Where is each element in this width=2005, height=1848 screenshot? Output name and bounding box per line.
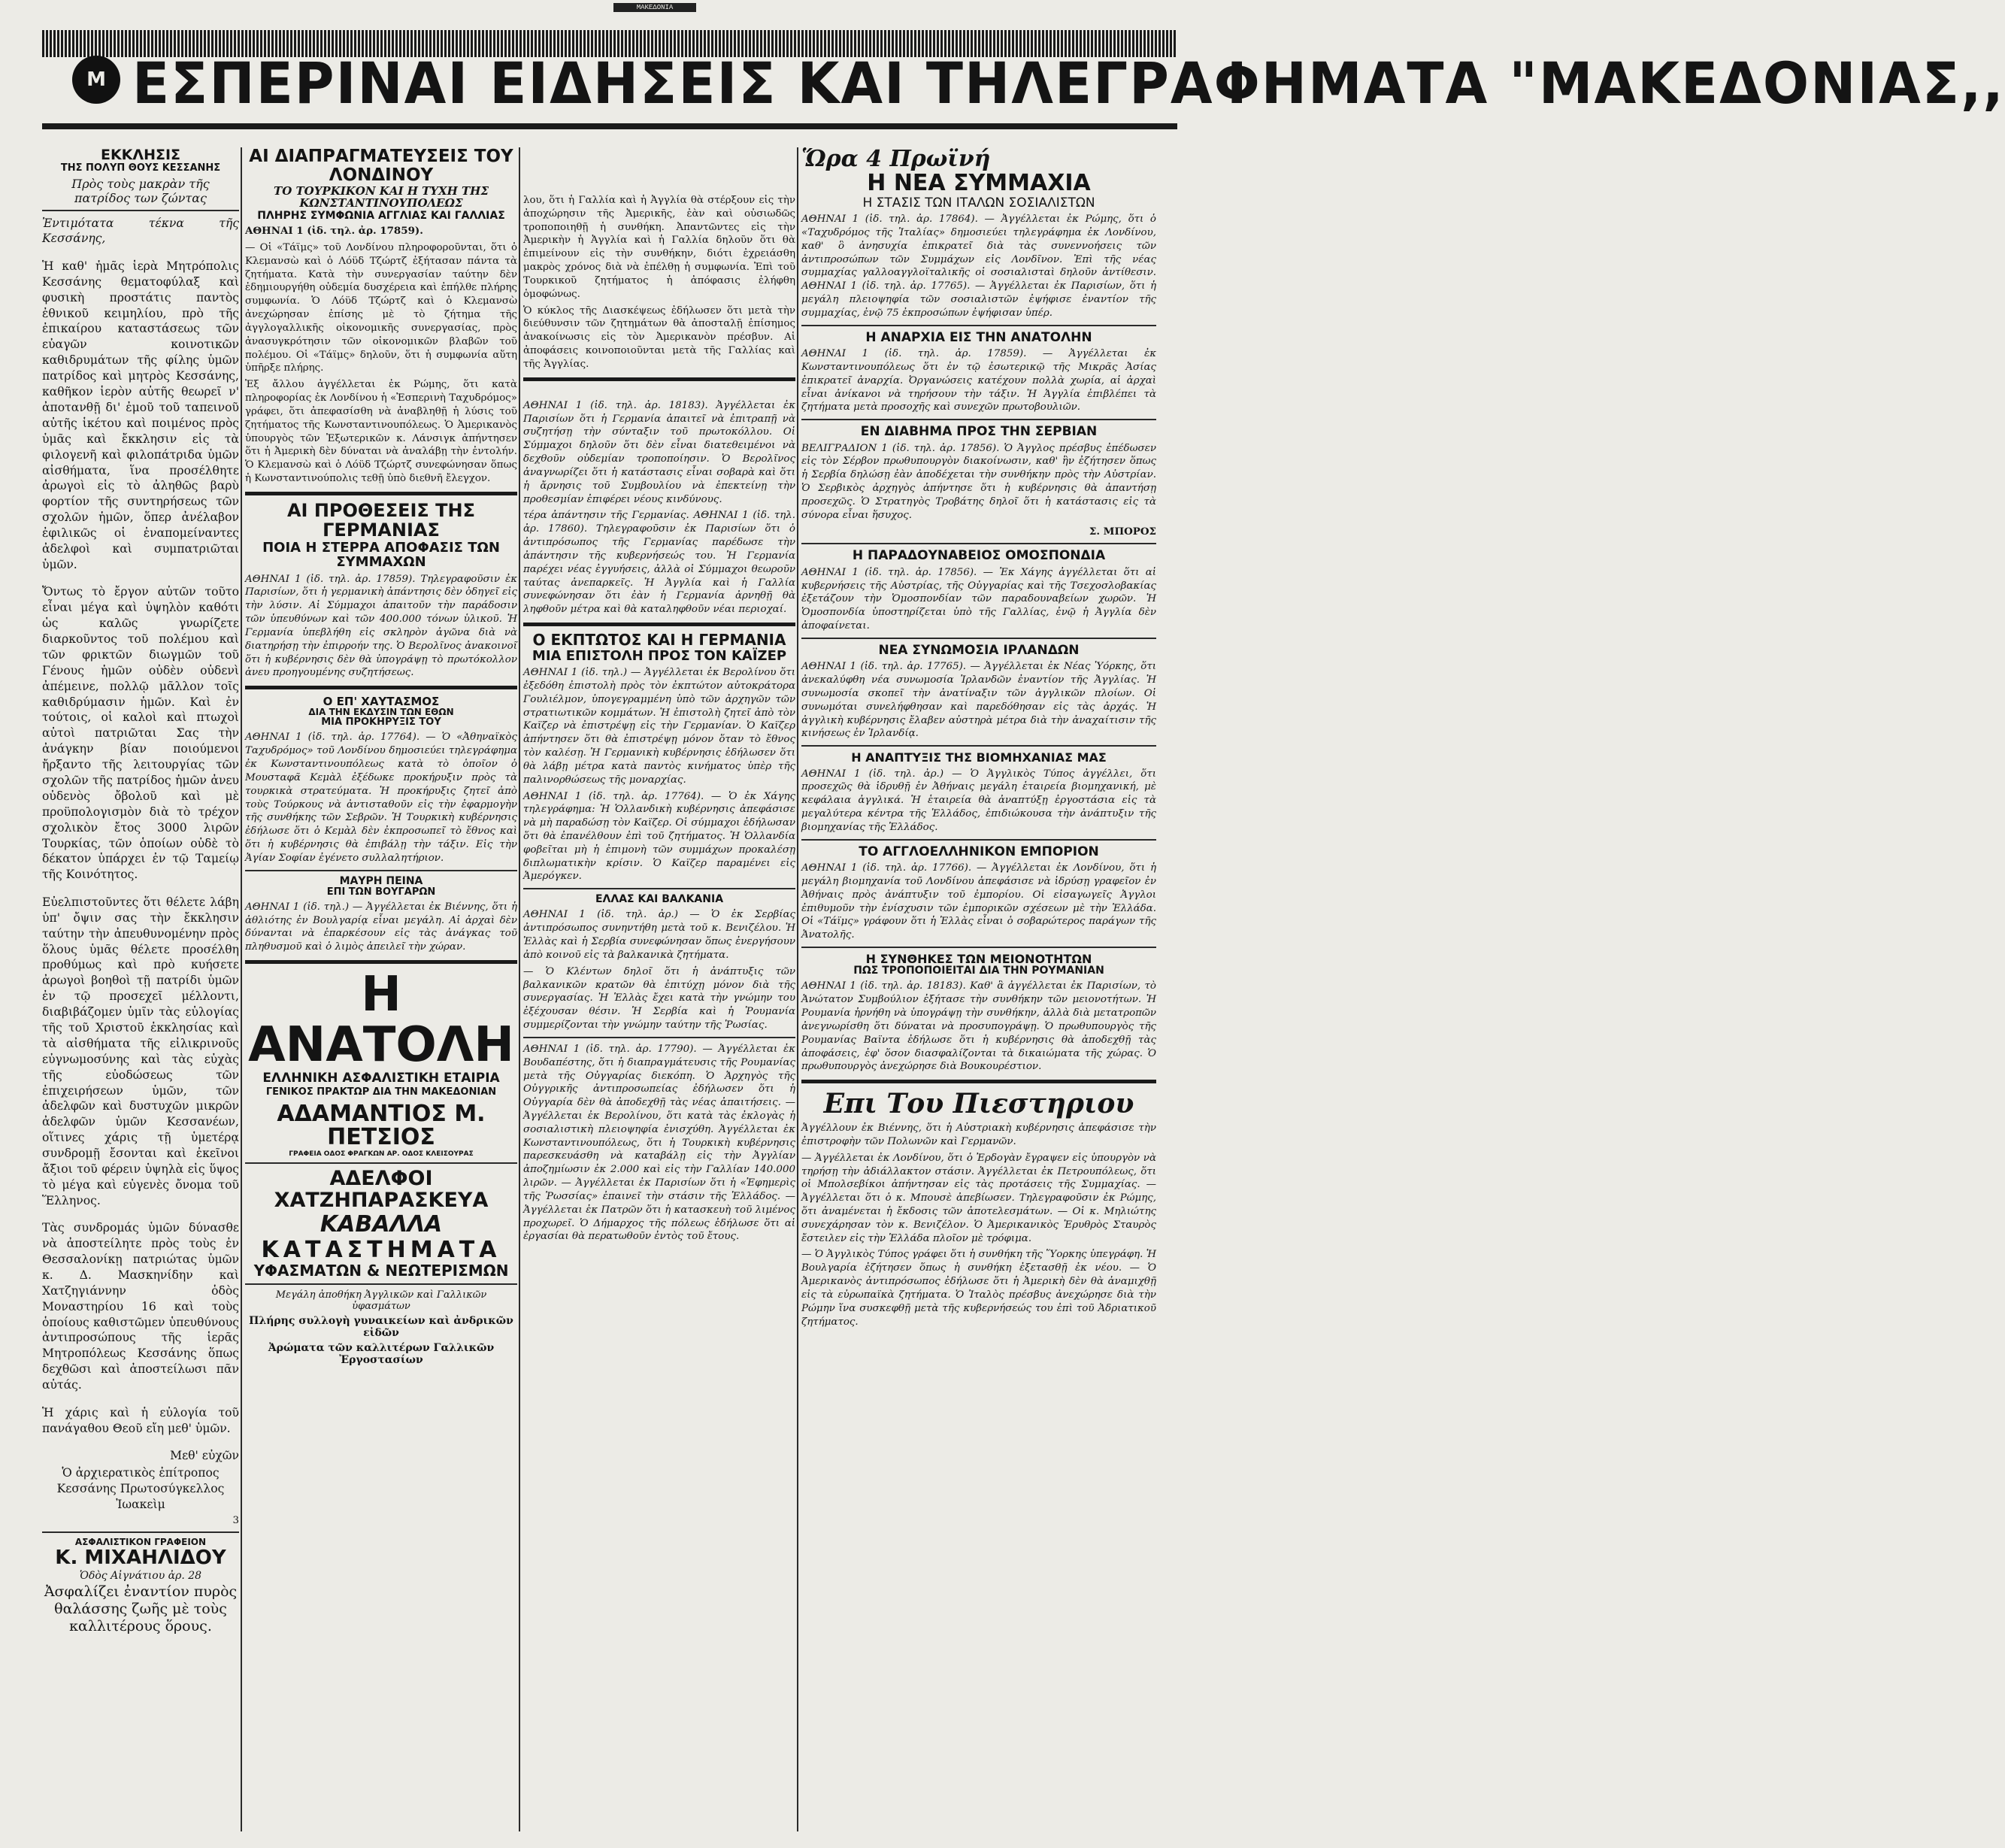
divider [523, 623, 795, 626]
london-paragraph: Ἐξ ἄλλου ἀγγέλλεται ἐκ Ρώμης, ὅτι κατὰ πληροφορίας ἐκ Λονδίνου ἡ «Ἐσπερινὴ Ταχυδρόμος» γράφει, ὅτι ἀπεφασίσθη νὰ ἀναβληθῇ ἡ λύσις τοῦ ζητήματος τῆς Κωνσταντινουπόλεως. Ὁ Ἀμερικανὸς ὑπουργὸς τῶν Ἐξωτερικῶν κ. Λάνσιγκ ἀπήντησεν ὅτι ἡ Ἀμερικὴ δὲν δύναται νὰ ἀναλάβῃ τὴν ἐντολήν. Ὁ Κλεμανσὼ καὶ ὁ Λόϋδ Τζώρτζ συνεφώνησαν ὅπως ἡ Κωνσταντινούπολις τεθῇ ὑπὸ διεθνῆ ἔλεγχον. [245, 379, 517, 485]
germany-title: ΑΙ ΠΡΟΘΕΣΕΙΣ ΤΗΣ ΓΕΡΜΑΝΙΑΣ [286, 499, 476, 541]
divider [523, 377, 795, 381]
federation-paragraph: ΑΘΗΝΑΙ 1 (ἰδ. τηλ. ἀρ. 17856). — Ἐκ Χάγης ἀγγέλλεται ὅτι αἱ κυβερνήσεις τῆς Αὐστρίας, τῆς Οὐγγαρίας καὶ τῆς Τσεχοσλοβακίας ἐξετάζουν τὴν Ὁμοσπονδίαν τῶν παραδουναβείων χωρῶν. Ἡ Ὁμοσπονδία ὑποστηρίζεται ὑπὸ τῆς Γαλλίας, ἐνῷ ἡ Ἀγγλία δὲν ἀποφαίνεται. [801, 566, 1156, 632]
customs-subtitle: ΔΙΑ ΤΗΝ ΕΚΔΥΣΙΝ ΤΩΝ ΕΘΩΝ [308, 707, 454, 718]
column-3 [523, 147, 795, 1831]
industry-title: Η ΑΝΑΠΤΥΞΙΣ ΤΗΣ ΒΙΟΜΗΧΑΝΙΑΣ ΜΑΣ [851, 750, 1107, 765]
london-paragraph: Ὁ κύκλος τῆς Διασκέψεως ἐδήλωσεν ὅτι μετὰ τὴν διεύθυνσιν τῶν ζητημάτων θὰ ἀποσταλῇ ἐπίσημος ἀνακοίνωσις εἰς τὸν Ἀμερικανὸν πρέσβυν. Αἱ ἀποφάσεις κοινοποιοῦνται μετὰ τῆς Γαλλίας καὶ τῆς Ἀγγλίας. [523, 304, 795, 370]
divider [801, 839, 1156, 841]
press-paragraph: — Ἀγγέλλεται ἐκ Λονδίνου, ὅτι ὁ Ἐρδογὰν ἔγραψεν εἰς ὑπουργὸν νὰ τηρήσῃ τὴν ἀδιάλλακτον στάσιν. Ἀγγέλλεται ἐκ Πετρουπόλεως, ὅτι οἱ Μπολσεβίκοι ἀπήντησαν εἰς τὰς προτάσεις τῆς Συμμαχίας. — Ἀγγέλλεται ὅτι ὁ κ. Μπουσὲ ἀπεβίωσεν. Τηλεγραφοῦσιν ἐκ Ρώμης, ὅτι ἀναμένεται ἡ ἔκδοσις τῶν ἀποτελεσμάτων. — Οἱ κ. Μηλιώτης συνεχάρησαν τὸν κ. Βενιζέλον. Ὁ Ἀμερικανικὸς Ἐρυθρὸς Σταυρὸς ἔστειλεν εἰς τὴν Ἑλλάδα πλοῖον μὲ τρόφιμα. [801, 1152, 1156, 1244]
ad-line: Πλήρης συλλογὴ γυναικείων καὶ ἀνδρικῶν εἰδῶν [249, 1315, 513, 1340]
germany-paragraph: τέρα ἀπάντησιν τῆς Γερμανίας. ΑΘΗΝΑΙ 1 (ἰδ. τηλ. ἀρ. 17860). Τηλεγραφοῦσιν ἐκ Παρισίων ὅτι ὁ ἀντιπρόσωπος τῆς Γερμανίας παρέδωσε τὴν ἀπάντησιν τῆς κυβερνήσεώς του. Ἡ Γερμανία παρέχει νέας ἐγγυήσεις, ἀλλὰ οἱ Σύμμαχοι θεωροῦν ταύτας ἀνεπαρκεῖς. Ἡ Ἀγγλία καὶ ἡ Γαλλία συνεφώνησαν ὅτι ἐὰν ἡ Γερμανία ἀρνηθῇ θὰ ληφθοῦν μέτρα καὶ θὰ καταληφθοῦν νέαι περιοχαί. [523, 510, 795, 616]
minorities-title: Η ΣΥΝΘΗΚΕΣ ΤΩΝ ΜΕΙΟΝΟΤΗΤΩΝ [865, 951, 1092, 966]
ad-brothers: ΑΔΕΛΦΟΙ ΧΑΤΖΗΠΑΡΑΣΚΕΥΑ [274, 1167, 489, 1212]
column-appeal [42, 147, 239, 1831]
ad-kavala: ΚΑΒΑΛΛΑ [320, 1211, 443, 1238]
minorities-subtitle: ΠΩΣ ΤΡΟΠΟΠΟΙΕΙΤΑΙ ΔΙΑ ΤΗΝ ΡΟΥΜΑΝΙΑΝ [853, 965, 1104, 977]
divider [42, 210, 239, 211]
press-paragraph: — Ὁ Ἀγγλικὸς Τύπος γράφει ὅτι ἡ συνθήκη τῆς Ὕορκης ὑπεγράφη. Ἡ Βουλγαρία ἐζήτησεν ὅπως ἡ συνθήκη ἐξετασθῇ ἐκ νέου. — Ὁ Ἀμερικανὸς ἀντιπρόσωπος ἐδήλωσε ὅτι ἡ Ἀμερικὴ δὲν θὰ ἀναμιχθῇ εἰς τὰ εὐρωπαϊκὰ ζητήματα. Ὁ Ἰταλὸς πρέσβυς ἀνεχώρησε διὰ τὴν Ρώμην ἵνα συσκεφθῇ μετὰ τῆς κυβερνήσεώς του ἐπὶ τοῦ Ἀδριατικοῦ ζητήματος. [801, 1249, 1156, 1328]
appeal-subtitle: Πρὸς τοὺς μακρὰν τῆς πατρίδος των ζώντας [71, 176, 210, 205]
divider [801, 745, 1156, 747]
masthead-rule [42, 123, 1177, 129]
london-dateline: ΑΘΗΝΑΙ 1 (ἰδ. τηλ. ἀρ. 17859). [245, 225, 423, 238]
press-paragraph: Ἀγγέλλουν ἐκ Βιέννης, ὅτι ἡ Αὐστριακὴ κυβέρνησις ἀπεφάσισε τὴν ἐπιστροφὴν τῶν Πολωνῶν καὶ Γερμανῶν. [801, 1122, 1156, 1147]
customs-paragraph: ΑΘΗΝΑΙ 1 (ἰδ. τηλ. ἀρ. 17764). — Ὁ «Ἀθηναϊκὸς Ταχυδρόμος» τοῦ Λονδίνου δημοσιεύει τηλεγράφημα ἐκ Κωνσταντινουπόλεως κατὰ τὸ ὁποῖον ὁ Μουσταφᾶ Κεμὰλ ἐξέδωκε προκήρυξιν πρὸς τὰ τουρκικὰ στρατεύματα. Ἡ προκήρυξις ζητεῖ ἀπὸ τοὺς Τούρκους νὰ ἀντισταθοῦν εἰς τὴν ἐφαρμογὴν τῆς συνθήκης τῶν Σεβρῶν. Ἡ Τουρκικὴ κυβέρνησις ἐδήλωσε ὅτι ὁ Κεμὰλ δὲν ἐκπροσωπεῖ τὸ ἔθνος καὶ ὅτι ἡ κυβέρνησις θὰ ἐπιβάλῃ τὴν τάξιν. Εἰς τὴν Ἀγίαν Σοφίαν ἐγένετο συλλαλητήριον. [245, 732, 517, 864]
anarchy-paragraph: ΑΘΗΝΑΙ 1 (ἰδ. τηλ. ἀρ. 17859). — Ἀγγέλλεται ἐκ Κωνσταντινουπόλεως ὅτι ἐν τῷ ἐσωτερικῷ τῆς Μικρᾶς Ἀσίας ἐπικρατεῖ ἀναρχία. Ὀργανώσεις κατέχουν πολλὰ χωρία, αἱ ἀρχαὶ εἶναι ἀνίκανοι νὰ τηρήσουν τὴν τάξιν. Ἡ Ἀγγλία ἐπιβλέπει τὰ ζητήματα μετὰ προσοχῆς καὶ συνεχῶν πρωτοβουλιῶν. [801, 348, 1156, 414]
divider [801, 638, 1156, 639]
column-4 [801, 147, 1156, 1831]
kaiser-title: Ο ΕΚΠΤΩΤΟΣ ΚΑΙ Η ΓΕΡΜΑΝΙΑ [532, 631, 786, 650]
divider [245, 1162, 517, 1164]
london-paragraph: λου, ὅτι ἡ Γαλλία καὶ ἡ Ἀγγλία θὰ στέρξουν εἰς τὴν ἀποχώρησιν τῆς Ἀμερικῆς, ἐὰν καὶ οὐσιωδῶς τροποποιηθῇ ἡ συνθήκη. Ἀπαντῶντες εἰς τὴν Ἀμερικὴν ἡ Ἀγγλία καὶ ἡ Γαλλία δηλοῦν ὅτι θὰ ἐπιμείνουν εἰς τὴν συνθήκην, διότι ἐχρειάσθη μακρὸς χρόνος διὰ νὰ ἐπέλθῃ ἡ συμφωνία. Ἐπὶ τοῦ Τουρκικοῦ ζητήματος ἡ ἀπόφασις ἐλήφθη ὁμοφώνως. [523, 195, 795, 300]
appeal-paragraph: Ἡ χάρις καὶ ἡ εὐλογία τοῦ πανάγαθου Θεοῦ εἴη μεθ' ὑμῶν. [42, 1405, 239, 1435]
divider [523, 888, 795, 889]
appeal-closing: Μεθ' εὐχῶν [170, 1449, 239, 1463]
anarchy-title: Η ΑΝΑΡΧΙΑ ΕΙΣ ΤΗΝ ΑΝΑΤΟΛΗΝ [865, 329, 1092, 345]
famine-subtitle: ΕΠΙ ΤΩΝ ΒΟΥΓΑΡΩΝ [326, 886, 436, 898]
famine-paragraph: ΑΘΗΝΑΙ 1 (ἰδ. τηλ.) — Ἀγγέλλεται ἐκ Βιέννης, ὅτι ἡ ἀθλιότης ἐν Βουλγαρίᾳ εἶναι μεγάλη. Αἱ ἀρχαὶ δὲν δύνανται νὰ ἐπαρκέσουν εἰς τὰς ἀνάγκας τοῦ πληθυσμοῦ καὶ ὁ λιμὸς ἀπειλεῖ τὴν χώραν. [245, 901, 517, 953]
column-2 [245, 147, 517, 1831]
column-divider [241, 147, 242, 1831]
insurance-office-name: Κ. ΜΙΧΑΗΛΙΔΟΥ [55, 1547, 226, 1570]
divider [801, 419, 1156, 420]
late-edition-kicker: Ὥρα 4 Πρωϊνή [801, 146, 991, 172]
alliance-title: Η ΝΕΑ ΣΥΜΜΑΧΙΑ [867, 170, 1091, 197]
column-divider [519, 147, 520, 1831]
balkans-title: ΕΛΛΑΣ ΚΑΙ ΒΑΛΚΑΝΙΑ [595, 893, 724, 906]
kaiser-paragraph: ΑΘΗΝΑΙ 1 (ἰδ. τηλ.) — Ἀγγέλλεται ἐκ Βερολίνου ὅτι ἐξεδόθη ἐπιστολὴ πρὸς τὸν ἐκπτώτον αὐτοκράτορα Γουλιέλμον, ὑπογεγραμμένη ὑπὸ τῶν ἀρχηγῶν τῶν στρατιωτικῶν κομμάτων. Ἡ ἐπιστολὴ ζητεῖ ἀπὸ τὸν Καϊζερ νὰ ἐπιστρέψῃ εἰς τὴν Γερμανίαν. Ὁ Καϊζερ ἀπήντησεν ὅτι θὰ ἐπιστρέψῃ μόνον ὅταν τὸ ἔθνος τὸν καλέσῃ. Ἡ Γερμανικὴ κυβέρνησις ἐδήλωσεν ὅτι θὰ λάβῃ μέτρα κατὰ παντὸς κινήματος ὑπὲρ τῆς παλινορθώσεως τῆς μοναρχίας. [523, 667, 795, 786]
divider [801, 543, 1156, 544]
appeal-paragraph: Εὐελπιστοῦντες ὅτι θέλετε λάβη ὑπ' ὄψιν σας τὴν ἔκκλησιν ταύτην τὴν ἀπευθυνομένην πρὸς ὅλους ὑμᾶς θέλετε προσέλθη προθύμως καὶ πρὸ κυήσετε ἀρωγοὶ βοηθοὶ τῇ πατρίδι ὑμῶν ἐν τῷ προσεχεῖ μέλλοντι, διαβιβάζομεν ὑμῖν τὰς εὐλογίας τῆς τοῦ Χριστοῦ ἐκκλησίας καὶ τὰ αἰσθήματα τῆς εἰλικρινοῦς εὐγνωμοσύνης καὶ τὰς εὐχὰς τῆς εὐοδώσεως τῶν ἐπιχειρήσεων ὑμῶν, τῶν ἀδελφῶν καὶ δυστυχῶν μικρῶν ἀδελφῶν ὑμῶν Κεσσανέων, οἵτινες χάρις τῇ ὑμετέρᾳ συνδρομῇ ἔσονται καὶ ἐκεῖνοι ἄξιοι τοῦ φέρειν ὑψηλὰ εἰς ὕψος τὸ μέγα καὶ εὐγενὲς ὄνομα τοῦ Ἕλληνος. [42, 895, 239, 1207]
appeal-mark: 3 [232, 1514, 239, 1526]
serbia-title: ΕΝ ΔΙΑΒΗΜΑ ΠΡΟΣ ΤΗΝ ΣΕΡΒΙΑΝ [860, 424, 1098, 440]
appeal-paragraph: Ὄντως τὸ ἔργον αὐτῶν τοῦτο εἶναι μέγα καὶ ὑψηλὸν καθότι ὡς καλῶς γνωρίζετε διαρκοῦντος τοῦ πολέμου καὶ τῶν φρικτῶν διωγμῶν τοῦ Γένους ἡμῶν οὐδὲν οὐδενὶ ἀπέμεινε, πολλῷ μᾶλλον τοῖς καθιδρύμασιν ἡμῶν. Καὶ ἐν τούτοις, οἱ καλοὶ καὶ πτωχοὶ αὐτοὶ πατριῶται Σας τὴν ἀνάγκην βίαν ποιούμενοι ἤρξαντο τῆς λειτουργίας τῶν σχολῶν τῆς πατρίδος ἡμῶν ἀνευ οὐδενὸς ὄβολοῦ καὶ μὲ προϋπολογισμὸν διὰ τὸ τρέχον σχολικὸν ἔτος 3000 λιρῶν Τουρκίας, τῶν ὁποίων οὐδὲ τὸ δέκατον ὑπάρχει ἐν τῷ Ταμείῳ τῆς Κοινότητος. [42, 585, 239, 882]
divider [245, 1283, 517, 1285]
ad-anatoli-subtitle: ΕΛΛΗΝΙΚΗ ΑΣΦΑΛΙΣΤΙΚΗ ΕΤΑΙΡΙΑ [262, 1071, 500, 1086]
appeal-title-2: ΤΗΣ ΠΟΛΥΠ ΘΟΥΣ ΚΕΣΣΑΝΗΣ [60, 162, 221, 174]
germany-paragraph: ΑΘΗΝΑΙ 1 (ἰδ. τηλ. ἀρ. 18183). Ἀγγέλλεται ἐκ Παρισίων ὅτι ἡ Γερμανία ἀπαιτεῖ νὰ ἐπιτραπῇ νὰ συζητήσῃ τὴν σύνταξιν τοῦ πρωτοκόλλου. Οἱ Σύμμαχοι δηλοῦν ὅτι δὲν εἶναι διατεθειμένοι νὰ δεχθοῦν οὐδεμίαν τροποποίησιν. Ὁ Βερολῖνος ἀναγνωρίζει ὅτι ἡ κατάστασις εἶναι σοβαρὰ καὶ ὅτι ἡ ἄρνησις τοῦ Συμβουλίου νὰ ἐπεκτείνῃ τὴν προθεσμίαν ἐπιφέρει νέους κινδύνους. [523, 399, 795, 505]
divider [523, 1037, 795, 1038]
germany-subtitle: ΠΟΙΑ Η ΣΤΕΡΡΑ ΑΠΟΦΑΣΙΣ ΤΩΝ ΣΥΜΜΑΧΩΝ [262, 539, 500, 571]
ad-shops: ΚΑΤΑΣΤΗΜΑΤΑ [261, 1236, 501, 1263]
minorities-paragraph: ΑΘΗΝΑΙ 1 (ἰδ. τηλ. ἀρ. 18183). Καθ' ἃ ἀγγέλλεται ἐκ Παρισίων, τὸ Ἀνώτατον Συμβούλιον ἐξήτασε τὴν συνθήκην τῶν μειονοτήτων. Ἡ Ρουμανία ἠρνήθη νὰ ὑπογράψῃ τὴν συνθήκην, ἀλλὰ διὰ μετατροπῶν ἀνεγνωρίσθη ὅτι δύναται νὰ προσυπογράψῃ. Ὁ πρωθυπουργὸς τῆς Ρουμανίας Βαϊντα ἐδήλωσε ὅτι ἡ κυβέρνησις θὰ ἀποδεχθῇ τὰς ἀποφάσεις, ἐφ' ὅσον διασφαλίζονται τὰ δικαιώματα τῆς χώρας. Ὁ πρωθυπουργὸς ἀνεχώρησε διὰ Βουκουρέστιον. [801, 980, 1156, 1073]
ad-agent-address: ΓΡΑΦΕΙΑ ΟΔΟΣ ΦΡΑΓΚΩΝ ΑΡ. ΟΔΟΣ ΚΛΕΙΣΟΥΡΑΣ [289, 1150, 474, 1158]
customs-subtitle-2: ΜΙΑ ΠΡΟΚΗΡΥΞΙΣ ΤΟΥ [321, 716, 441, 729]
divider [245, 686, 517, 689]
insurance-office-text: Ἀσφαλίζει ἐναντίον πυρὸς θαλάσσης ζωῆς μὲ τοὺς καλλιτέρους ὅρους. [44, 1583, 238, 1635]
ireland-paragraph: ΑΘΗΝΑΙ 1 (ἰδ. τηλ. ἀρ. 17765). — Ἀγγέλλεται ἐκ Νέας Ὑόρκης, ὅτι ἀνεκαλύφθη νέα συνωμοσία Ἰρλανδῶν ἐναντίον τῆς Ἀγγλίας. Ἡ συνωμοσία σκοπεῖ τὴν ἀνατίναξιν τῶν ἀγγλικῶν πλοίων. Οἱ συνωμόται συνελήφθησαν καὶ παρεδόθησαν εἰς τὰς ἀρχάς. Ἡ ἀγγλικὴ κυβέρνησις ἔλαβεν αὐστηρὰ μέτρα διὰ τὴν ἀναχαίτισιν τῆς κινήσεως ἐν Ἰρλανδίᾳ. [801, 661, 1156, 740]
customs-title: Ο ΕΠ' ΧΑΥΤΑΣΜΟΣ [323, 695, 440, 709]
insurance-office-address: Ὁδὸς Αἰγνάτιου ἀρ. 28 [79, 1570, 202, 1583]
germany-paragraph: ΑΘΗΝΑΙ 1 (ἰδ. τηλ. ἀρ. 17859). Τηλεγραφοῦσιν ἐκ Παρισίων, ὅτι ἡ γερμανικὴ ἀπάντησις δὲν ὁδηγεῖ εἰς τὴν λύσιν. Αἱ Σύμμαχοι ἀπαιτοῦν τὴν παράδοσιν τῶν ὑπευθύνων καὶ τῶν 400.000 τόνων ὑλικοῦ. Ἡ Γερμανία ὑπεβλήθη εἰς σκληρὸν ἀγῶνα διὰ νὰ διατηρήσῃ τὴν ἐπιρροήν της. Ὁ Βερολῖνος ἀνακοινοῖ ὅτι ἡ κυβέρνησις δὲν θὰ ὑπογράψῃ τὸ πρωτόκολλον ἀνευ προηγουμένης συζητήσεως. [245, 573, 517, 679]
appeal-salutation: Ἐντιμότατα τέκνα τῆς Κεσσάνης, [42, 216, 239, 246]
ad-anatoli-subtitle-2: ΓΕΝΙΚΟΣ ΠΡΑΚΤΩΡ ΔΙΑ ΤΗΝ ΜΑΚΕΔΟΝΙΑΝ [265, 1086, 497, 1098]
ad-agent: ΑΔΑΜΑΝΤΙΟΣ Μ. ΠΕΤΣΙΟΣ [277, 1100, 486, 1151]
divider [801, 1080, 1156, 1083]
masthead-title: ΕΣΠΕΡΙΝΑΙ ΕΙΔΗΣΕΙΣ ΚΑΙ ΤΗΛΕΓΡΑΦΗΜΑΤΑ "ΜΑΚΕΔΟΝΙΑΣ,, [132, 50, 2005, 117]
london-title: ΑΙ ΔΙΑΠΡΑΓΜΑΤΕΥΣΕΙΣ ΤΟΥ ΛΟΝΔΙΝΟΥ [249, 147, 513, 185]
athens-paragraph: ΑΘΗΝΑΙ 1 (ἰδ. τηλ. ἀρ. 17790). — Ἀγγέλλεται ἐκ Βουδαπέστης, ὅτι ἡ διαπραγμάτευσις τῆς Ρουμανίας μετὰ τῆς Οὐγγαρίας διεκόπη. Ὁ Ἀρχηγὸς τῆς Οὐγγρικῆς ἀντιπροσωπείας ἐδήλωσεν ὅτι ἡ Οὐγγαρία δὲν θὰ ἀποδεχθῇ τὰς νέας ἀπαιτήσεις. — Ἀγγέλλεται ἐκ Βερολίνου, ὅτι κατὰ τὰς ἐκλογὰς ἡ σοσιαλιστικὴ πλειοψηφία ἐνισχύθη. Ἀγγέλλεται ἐκ Κωνσταντινουπόλεως, ὅτι ἡ Τουρκικὴ κυβέρνησις παρεσκευάσθη νὰ καταβάλῃ εἰς τὴν Ἀγγλίαν ἀποζημίωσιν ἐκ 2.000 καὶ εἰς τὴν Γαλλίαν 140.000 λιρῶν. — Ἀγγέλλεται ἐκ Παρισίων ὅτι ἡ «Ἐφημερὶς τῆς Ῥωσσίας» ἐπαινεῖ τὴν στάσιν τῆς Ἑλλάδος. — Ἀγγέλλεται ἐκ Πατρῶν ὅτι ἡ κατασκευὴ τοῦ λιμένος προχωρεῖ. Ὁ Δήμαρχος τῆς πόλεως ἐδήλωσε ὅτι αἱ ἐργασίαι θὰ περατωθοῦν ἐντὸς τοῦ ἔτους. [523, 1043, 795, 1243]
alliance-subtitle: Η ΣΤΑΣΙΣ ΤΩΝ ΙΤΑΛΩΝ ΣΟΣΙΑΛΙΣΤΩΝ [862, 195, 1095, 211]
london-paragraph: — Οἱ «Τάϊμς» τοῦ Λονδίνου πληροφοροῦνται, ὅτι ὁ Κλεμανσὼ καὶ ὁ Λόϋδ Τζώρτζ ἐξήτασαν πάντα τὰ ζητήματα. Κατὰ τὴν συνεργασίαν ταύτην δὲν ἐδημιουργήθη οὐδεμία δυσχέρεια καὶ ἐπήλθε πλήρης συμφωνία. Ὁ Λόϋδ Τζώρτζ καὶ ὁ Κλεμανσὼ ἀνεχώρησαν ἐπίσης μὲ τὸ ζήτημα τῆς ἀγγλογαλλικῆς οἰκονομικῆς συνεργασίας, πρὸς ἀνασυγκρότησιν τῶν οἰκονομικῶν βλαβῶν τοῦ πολέμου. Οἱ «Τάϊμς» δηλοῦν, ὅτι ἡ συμφωνία αὕτη ὑπῆρξε πλήρης. [245, 241, 517, 374]
press-title: Επι Του Πιεστηριου [823, 1088, 1134, 1120]
appeal-title: ΕΚΚΛΗΣΙΣ [100, 147, 181, 163]
serbia-paragraph: ΒΕΛΙΓΡΑΔΙΟΝ 1 (ἰδ. τηλ. ἀρ. 17856). Ὁ Ἀγγλος πρέσβυς ἐπέδωσεν εἰς τὸν Σέρβον πρωθυπουργὸν διακοίνωσιν, καθ' ἣν ἐζήτησεν ὅπως ἡ Σερβία δηλώσῃ ἐὰν ἀποδέχεται τὴν συνθήκην πρὸς τὴν Αὐστρίαν. Ὁ Σερβικὸς ἀρχηγὸς ἀπήντησε ὅτι ἡ κυβέρνησις θὰ ἀπαντήσῃ προσεχῶς. Ὁ Στρατηγὸς Τροβάτης δηλοῖ ὅτι ἡ κατάστασις εἰς τὰ σύνορα εἶναι ἥσυχος. [801, 442, 1156, 521]
divider [801, 947, 1156, 948]
ad-line: Ἀρώματα τῶν καλλιτέρων Γαλλικῶν Ἐργοστασίων [268, 1342, 495, 1367]
ad-anatoli: Η ΑΝΑΤΟΛΗ [248, 967, 514, 1074]
balkans-paragraph: — Ὁ Κλέντων δηλοῖ ὅτι ἡ ἀνάπτυξις τῶν βαλκανικῶν κρατῶν θὰ ἐπιτύχῃ μόνον διὰ τῆς συνεργασίας. Ἡ Ἑλλὰς ἔχει κατὰ τὴν γνώμην του ἐξέχουσαν θέσιν. Ἡ Σερβία καὶ ἡ Ῥουμανία συμμερίζονται τὴν γνώμην ταύτην τῆς Ῥωσίας. [523, 965, 795, 1032]
divider [245, 492, 517, 495]
london-subtitle: ΤΟ ΤΟΥΡΚΙΚΟΝ ΚΑΙ Η ΤΥΧΗ ΤΗΣ ΚΩΝΣΤΑΝΤΙΝΟΥΠΟΛΕΩΣ [274, 183, 489, 210]
appeal-paragraph: Ἡ καθ' ἡμᾶς ἱερὰ Μητρόπολις Κεσσάνης θεματοφύλαξ καὶ φυσικὴ προστάτις παντὸς ἐθνικοῦ κειμηλίου, πρὸ τῆς ἐπικαίρου καταστάσεως τῶν εὐαγῶν κοινοτικῶν καθιδρυμάτων τῆς φίλης ὑμῶν πατρίδος καὶ μητρὸς Κεσσάνης, καθῆκον ἱερὸν αὐτῆς θεωρεῖ ν' ἀποτανθῇ δι' ἐμοῦ τοῦ ταπεινοῦ αὐτῆς ἱκέτου καὶ ποιμένος πρὸς ὑμᾶς καὶ ἔκκλησιν εἰς τὰ φιλογενῆ καὶ φιλοπάτριδα ὑμῶν αἰσθήματα, ἵνα προσέλθητε ἀρωγοὶ εἰς τὸ ἀληθῶς βαρὺ φορτίον τῆς συντηρήσεως τῶν σχολῶν ἡμῶν, ὅπερ ἀνέλαβον ἐφιλικῶς οἱ ἐναπομείναντες ἀδελφοὶ καὶ συμπατριῶται ὑμῶν. [42, 259, 239, 571]
masthead-top-label: ΜΑΚΕΔΟΝΙΑ [613, 3, 696, 12]
federation-title: Η ΠΑΡΑΔΟΥΝΑΒΕΙΟΣ ΟΜΟΣΠΟΝΔΙΑ [852, 548, 1106, 564]
kaiser-paragraph: ΑΘΗΝΑΙ 1 (ἰδ. τηλ. ἀρ. 17764). — Ὁ ἐκ Χάγης τηλεγράφημα: Ἡ Ὁλλανδικὴ κυβέρνησις ἀπεφάσισε νὰ μὴ παραδώσῃ τὸν Καϊζερ. Οἱ σύμμαχοι ἐδήλωσαν ὅτι θὰ ἐπανέλθουν ἐπὶ τοῦ ζητήματος. Ἡ Ὁλλανδία φοβεῖται μὴ ἡ ἐπιμονὴ τῶν συμμάχων προκαλέσῃ διπλωματικὴν κρίσιν. Ὁ Καϊζερ παραμένει εἰς Ἀμερόγκεν. [523, 790, 795, 883]
alliance-paragraph: ΑΘΗΝΑΙ 1 (ἰδ. τηλ. ἀρ. 17864). — Ἀγγέλλεται ἐκ Ρώμης, ὅτι ὁ «Ταχυδρόμος τῆς Ἰταλίας» δημοσιεύει τηλεγράφημα ἐκ Λονδίνου, καθ' ὃ ἀνησυχία ἐπικρατεῖ διὰ τὰς συνεννοήσεις τῶν ἀντιπροσώπων τῶν Συμμάχων εἰς Λονδῖνον. Ἐπὶ τῆς νέας συμμαχίας γαλλοαγγλοϊταλικῆς οἱ σοσιαλισταὶ δηλοῦν ἀντίθεσιν. ΑΘΗΝΑΙ 1 (ἰδ. τηλ. ἀρ. 17765). — Ἀγγέλλεται ἐκ Παρισίων, ὅτι ἡ μεγάλη πλειοψηφία τῶν σοσιαλιστῶν ἐψήφισε ἐναντίον τῆς συμμαχίας, ἐνῷ 75 ἐκπροσώπων ἐψήφισαν ὑπέρ. [801, 214, 1156, 319]
trade-paragraph: ΑΘΗΝΑΙ 1 (ἰδ. τηλ. ἀρ. 17766). — Ἀγγέλλεται ἐκ Λονδίνου, ὅτι ἡ μεγάλη βιομηχανία τοῦ Λονδίνου ἀπεφάσισε νὰ ἱδρύσῃ γραφεῖον ἐν Ἀθήναις πρὸς ἀνάπτυξιν τοῦ ἐμπορίου. Οἱ εἰσαγωγεῖς Ἀγγλοι ἐπιθυμοῦν τὴν ἐνίσχυσιν τῶν ἐμπορικῶν σχέσεων μὲ τὴν Ἑλλάδα. Οἱ «Τάϊμς» γράφουν ὅτι ἡ Ἑλλὰς εἶναι ὁ σοβαρώτερος παράγων τῆς Ἀνατολῆς. [801, 862, 1156, 941]
ad-fabrics: ΥΦΑΣΜΑΤΩΝ & ΝΕΩΤΕΡΙΣΜΩΝ [253, 1262, 509, 1280]
industry-paragraph: ΑΘΗΝΑΙ 1 (ἰδ. τηλ. ἀρ.) — Ὁ Ἀγγλικὸς Τύπος ἀγγέλλει, ὅτι προσεχῶς θὰ ἱδρυθῇ ἐν Ἀθήναις μεγάλη ἑταιρεία βιομηχανική, μὲ κεφάλαια ἀγγλικά. Ἡ ἑταιρεία θὰ ἀναπτύξῃ ἐργοστάσια εἰς τὰ μεγαλύτερα κέντρα τῆς Ἑλλάδος, ἐπιδιώκουσα τὴν ἀνάπτυξιν τῆς βιομηχανίας τῆς Ἑλλάδος. [801, 768, 1156, 833]
appeal-signature: Ὁ ἀρχιερατικὸς ἐπίτροπος Κεσσάνης Πρωτοσύγκελλος Ἰωακεὶμ [56, 1465, 225, 1511]
ad-line: Μεγάλη ἀποθήκη Ἀγγλικῶν καὶ Γαλλικῶν ὑφασμάτων [275, 1289, 487, 1313]
divider [245, 960, 517, 964]
famine-title: ΜΑΥΡΗ ΠΕΙΝΑ [339, 874, 423, 887]
appeal-paragraph: Τὰς συνδρομάς ὑμῶν δύνασθε νὰ ἀποστείλητε πρὸς τοὺς ἐν Θεσσαλονίκῃ πατριώτας ὑμῶν κ. Δ. Μασκηνίδην καὶ Χατζηγιάννην ὁδὸς Μοναστηρίου 16 καὶ τοὺς ὁποίους καθιστῶμεν ὑπευθύνους ἀντιπροσώπους τῆς ἱερᾶς Μητροπόλεως Κεσσάνης ὅπως δεχθῶσι καὶ ἀποστείλωσι πᾶν αὐτάς. [42, 1221, 239, 1392]
insurance-office-title: ΑΣΦΑΛΙΣΤΙΚΟΝ ΓΡΑΦΕΙΟΝ [74, 1537, 207, 1548]
masthead-logo: Μ [72, 56, 120, 104]
balkans-paragraph: ΑΘΗΝΑΙ 1 (ἰδ. τηλ. ἀρ.) — Ὁ ἐκ Σερβίας ἀντιπρόσωπος συνηντήθη μετὰ τοῦ κ. Βενιζέλου. Ἡ Ἑλλὰς καὶ ἡ Σερβία συνεφώνησαν ὅπως ἐνεργήσουν ἀπὸ κοινοῦ εἰς τὰ βαλκανικὰ ζητήματα. [523, 909, 795, 961]
trade-title: ΤΟ ΑΓΓΛΟΕΛΛΗΝΙΚΟΝ ΕΜΠΟΡΙΟΝ [859, 844, 1099, 859]
divider [42, 1531, 239, 1533]
divider [801, 325, 1156, 326]
column-divider [797, 147, 798, 1831]
divider [245, 870, 517, 871]
serbia-signature: Σ. ΜΠΟΡΟΣ [1089, 525, 1156, 538]
kaiser-subtitle: ΜΙΑ ΕΠΙΣΤΟΛΗ ΠΡΟΣ ΤΟΝ ΚΑΪΖΕΡ [532, 647, 787, 664]
london-subtitle-2: ΠΛΗΡΗΣ ΣΥΜΦΩΝΙΑ ΑΓΓΛΙΑΣ ΚΑΙ ΓΑΛΛΙΑΣ [257, 210, 505, 223]
ireland-title: ΝΕΑ ΣΥΝΩΜΟΣΙΑ ΙΡΛΑΝΔΩΝ [878, 642, 1080, 658]
masthead [42, 0, 2005, 150]
